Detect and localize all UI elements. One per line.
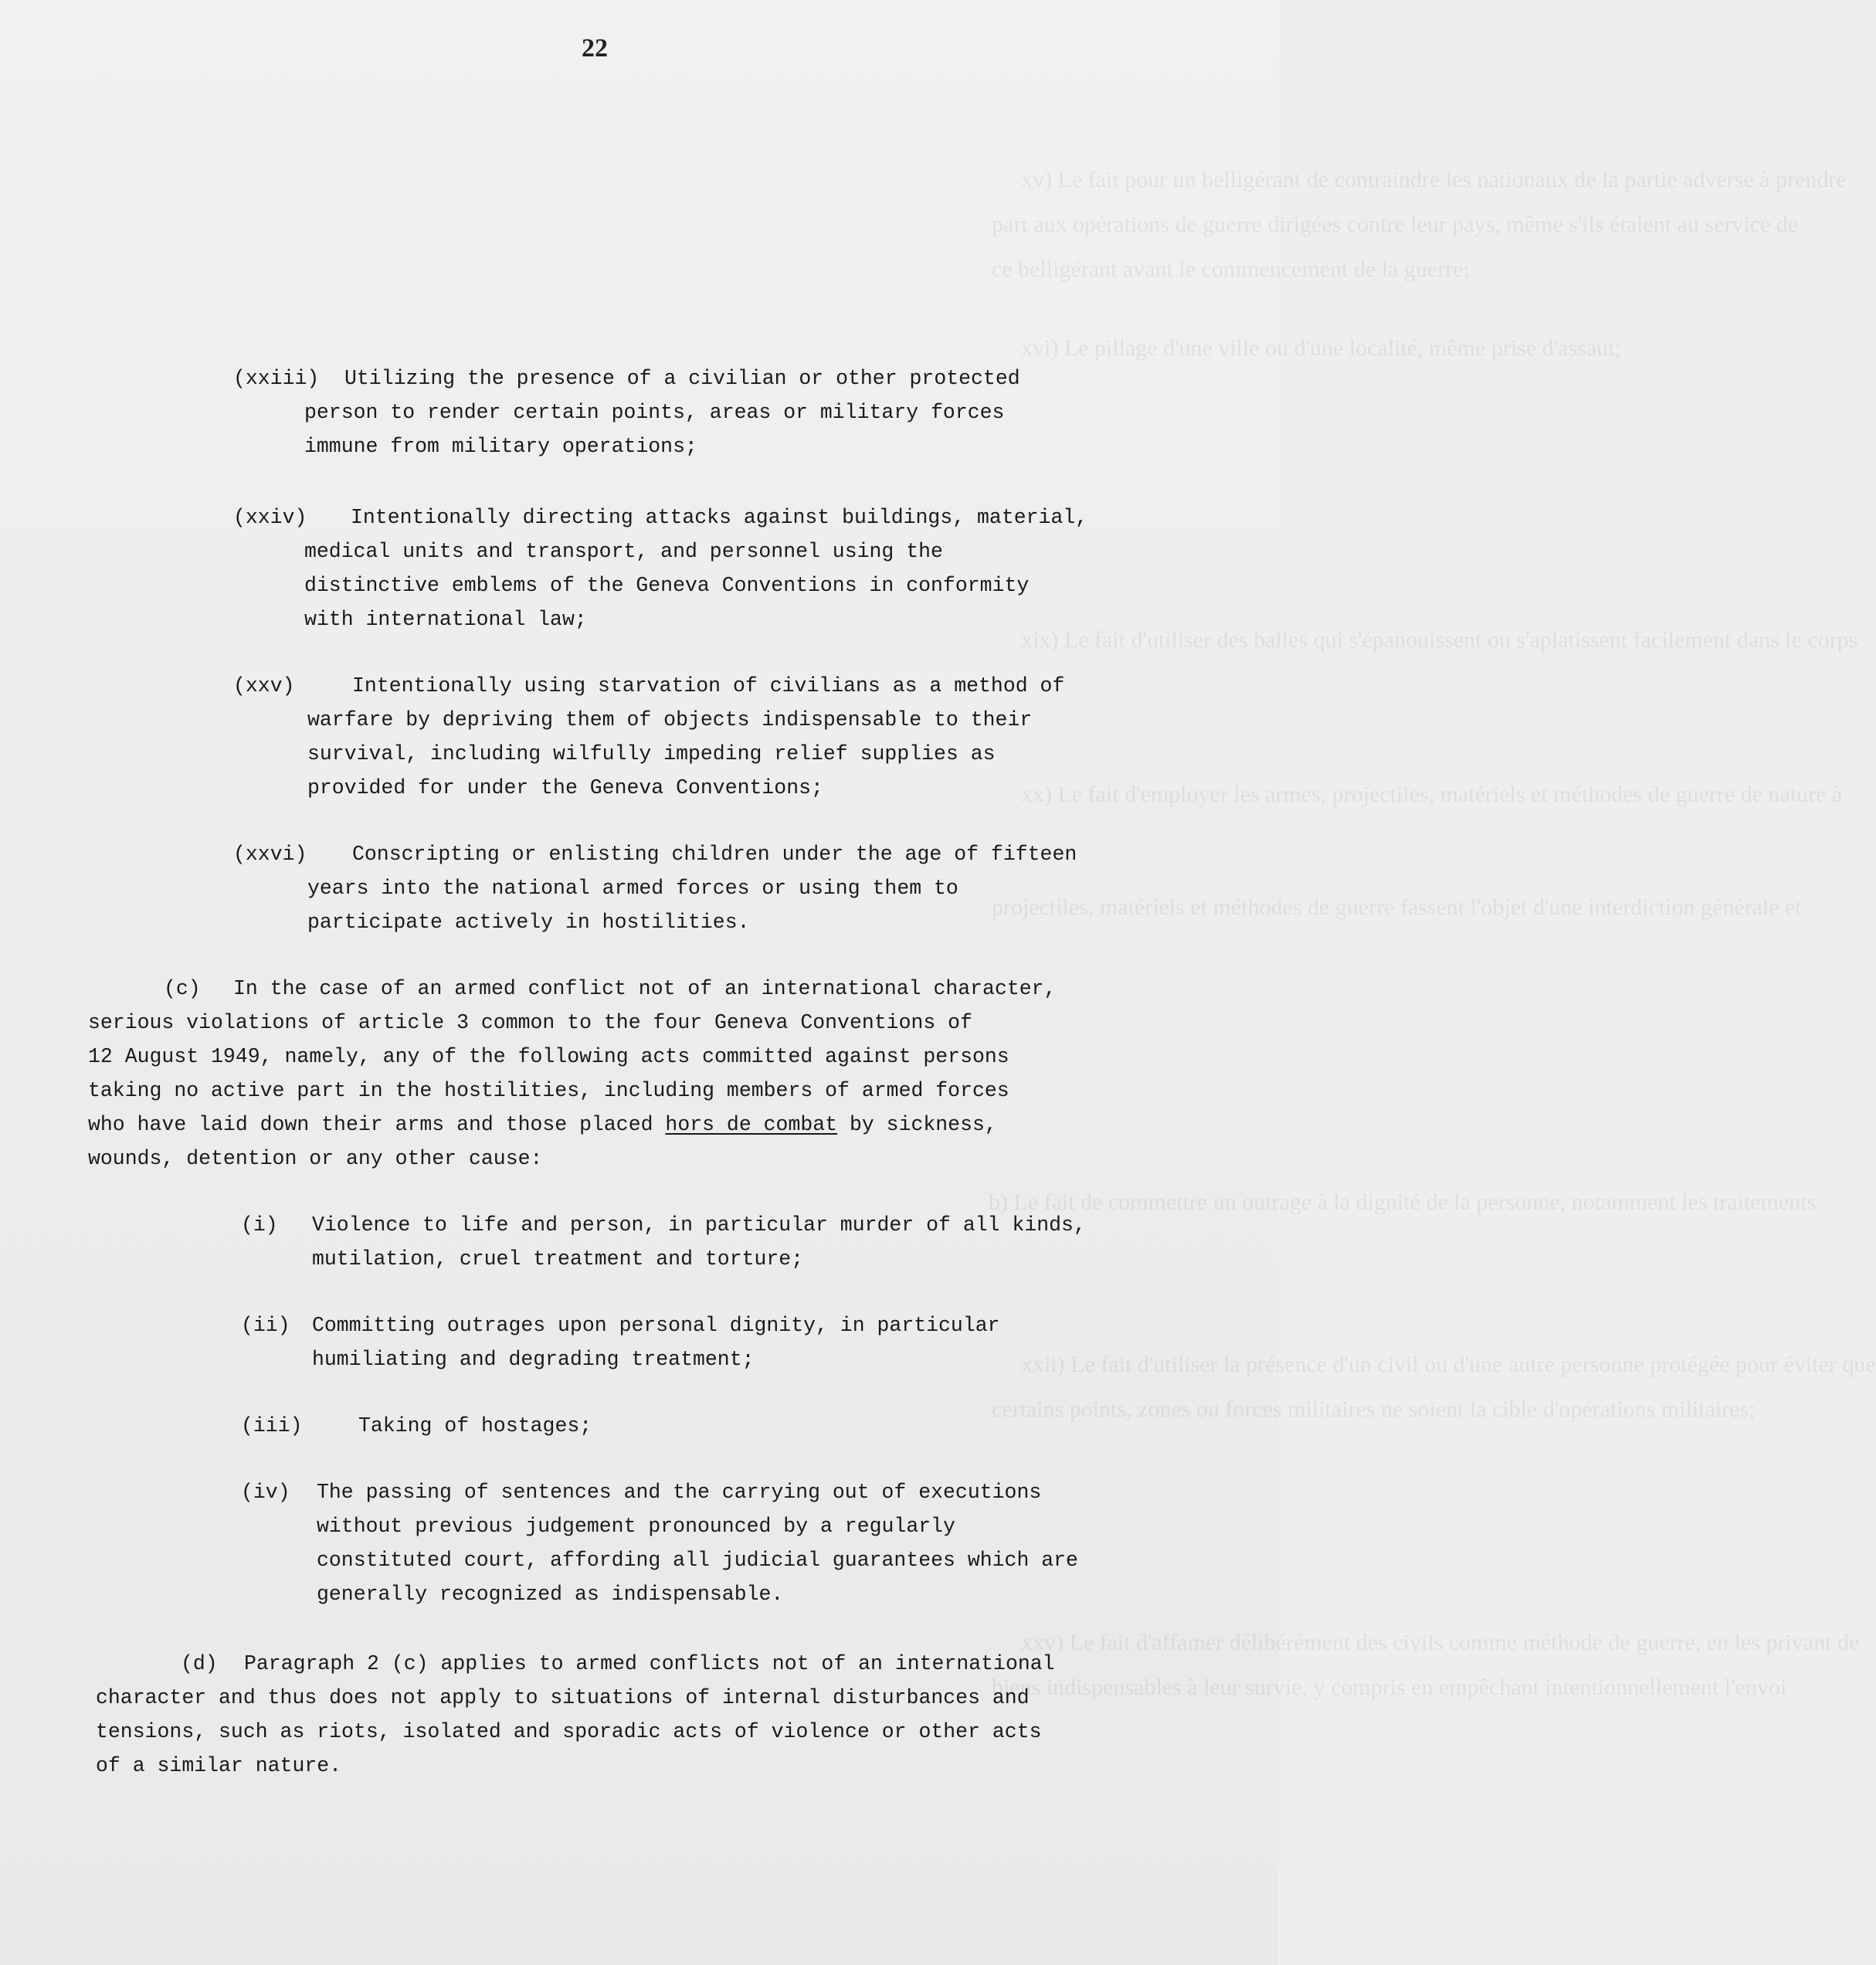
item-line: medical units and transport, and personnel using the xyxy=(304,540,943,563)
paragraph-line: taking no active part in the hostilities, including members of armed forces xyxy=(88,1079,1009,1102)
item-line: warfare by depriving them of objects indispensable to their xyxy=(307,708,1033,731)
item-label: (xxiii) xyxy=(233,367,320,390)
bleed-through-line: projectiles, matériels et méthodes de guerre fassent l'objet d'une interdiction générale et xyxy=(992,894,1802,920)
item-line: person to render certain points, areas or military forces xyxy=(304,401,1005,424)
bleed-through-line: xvi) Le pillage d'une ville ou d'une localité, même prise d'assaut; xyxy=(1021,335,1621,361)
bleed-through-line: xx) Le fait d'employer les armes, projectiles, matériels et méthodes de guerre de nature à xyxy=(1021,782,1843,807)
bleed-through-line: biens indispensables à leur survie, y compris en empêchant intentionnellement l'envoi xyxy=(992,1675,1787,1700)
bleed-through-line: xix) Le fait d'utiliser des balles qui s'épanouissent ou s'aplatissent facilement dans le corps xyxy=(1021,627,1858,653)
sub-item-line: Violence to life and person, in particular murder of all kinds, xyxy=(312,1213,1086,1237)
item-line: survival, including wilfully impeding relief supplies as xyxy=(307,742,996,765)
paragraph-line: of a similar nature. xyxy=(96,1754,342,1777)
sub-item-label: (ii) xyxy=(241,1314,290,1337)
paragraph-line: serious violations of article 3 common to the four Geneva Conventions of xyxy=(88,1011,972,1034)
item-label: (xxv) xyxy=(233,674,295,697)
hors-de-combat-underlined: hors de combat xyxy=(665,1113,838,1136)
item-line: Utilizing the presence of a civilian or other protected xyxy=(344,367,1020,390)
bleed-through-line: xxv) Le fait d'affamer délibérément des civils comme méthode de guerre, en les privant de xyxy=(1021,1630,1860,1655)
paragraph-label: (c) xyxy=(164,977,201,1000)
item-label: (xxiv) xyxy=(233,506,307,529)
item-line: years into the national armed forces or using them to xyxy=(307,877,958,900)
line-text: who have laid down their arms and those placed xyxy=(88,1113,666,1136)
bleed-through-line: certains points, zones ou forces militaires ne soient la cible d'opérations militaires; xyxy=(992,1397,1756,1422)
item-line: Conscripting or enlisting children under the age of fifteen xyxy=(352,843,1077,866)
line-text: by sickness, xyxy=(837,1113,997,1136)
item-line: immune from military operations; xyxy=(304,435,697,458)
sub-item-line: without previous judgement pronounced by a regularly xyxy=(317,1515,955,1538)
sub-item-label: (i) xyxy=(241,1213,278,1237)
paragraph-line: Paragraph 2 (c) applies to armed conflicts not of an international xyxy=(244,1652,1055,1675)
bleed-through-line: xxii) Le fait d'utiliser la présence d'un civil ou d'une autre personne protégée pour éviter que xyxy=(1021,1352,1876,1377)
paragraph-line: character and thus does not apply to situations of internal disturbances and xyxy=(96,1686,1030,1709)
item-line: Intentionally using starvation of civilians as a method of xyxy=(352,674,1065,697)
item-line: distinctive emblems of the Geneva Conventions in conformity xyxy=(304,574,1030,597)
sub-item-line: constituted court, affording all judicial guarantees which are xyxy=(317,1549,1078,1572)
paragraph-line: In the case of an armed conflict not of an international character, xyxy=(233,977,1057,1000)
paragraph-line: 12 August 1949, namely, any of the following acts committed against persons xyxy=(88,1045,1009,1068)
bleed-through-line: b) Le fait de commettre un outrage à la dignité de la personne, notamment les traitements xyxy=(989,1190,1817,1215)
sub-item-label: (iii) xyxy=(241,1414,303,1437)
page-number: 22 xyxy=(582,34,608,63)
item-label: (xxvi) xyxy=(233,843,307,866)
sub-item-line: Taking of hostages; xyxy=(358,1414,592,1437)
item-line: Intentionally directing attacks against buildings, material, xyxy=(351,506,1088,529)
item-line: participate actively in hostilities. xyxy=(307,911,750,934)
sub-item-line: Committing outrages upon personal dignity, in particular xyxy=(312,1314,1000,1337)
bleed-through-line: part aux opérations de guerre dirigées contre leur pays, même s'ils étaient au service de xyxy=(992,212,1799,237)
item-line: with international law; xyxy=(304,608,587,631)
item-line: provided for under the Geneva Conventions; xyxy=(307,776,823,799)
bleed-through-line: ce belligérant avant le commencement de la guerre; xyxy=(992,256,1470,282)
paragraph-line xyxy=(88,1108,997,1142)
sub-item-line: mutilation, cruel treatment and torture; xyxy=(312,1247,804,1271)
paragraph-label: (d) xyxy=(181,1652,218,1675)
sub-item-label: (iv) xyxy=(241,1481,290,1504)
paragraph-line: tensions, such as riots, isolated and sporadic acts of violence or other acts xyxy=(96,1720,1042,1743)
sub-item-line: The passing of sentences and the carrying out of executions xyxy=(317,1481,1042,1504)
bleed-through-line: xv) Le fait pour un belligérant de contraindre les nationaux de la partie adverse à prendre xyxy=(1021,167,1847,192)
sub-item-line: generally recognized as indispensable. xyxy=(317,1583,784,1606)
sub-item-line: humiliating and degrading treatment; xyxy=(312,1348,755,1371)
paragraph-line: wounds, detention or any other cause: xyxy=(88,1147,543,1170)
